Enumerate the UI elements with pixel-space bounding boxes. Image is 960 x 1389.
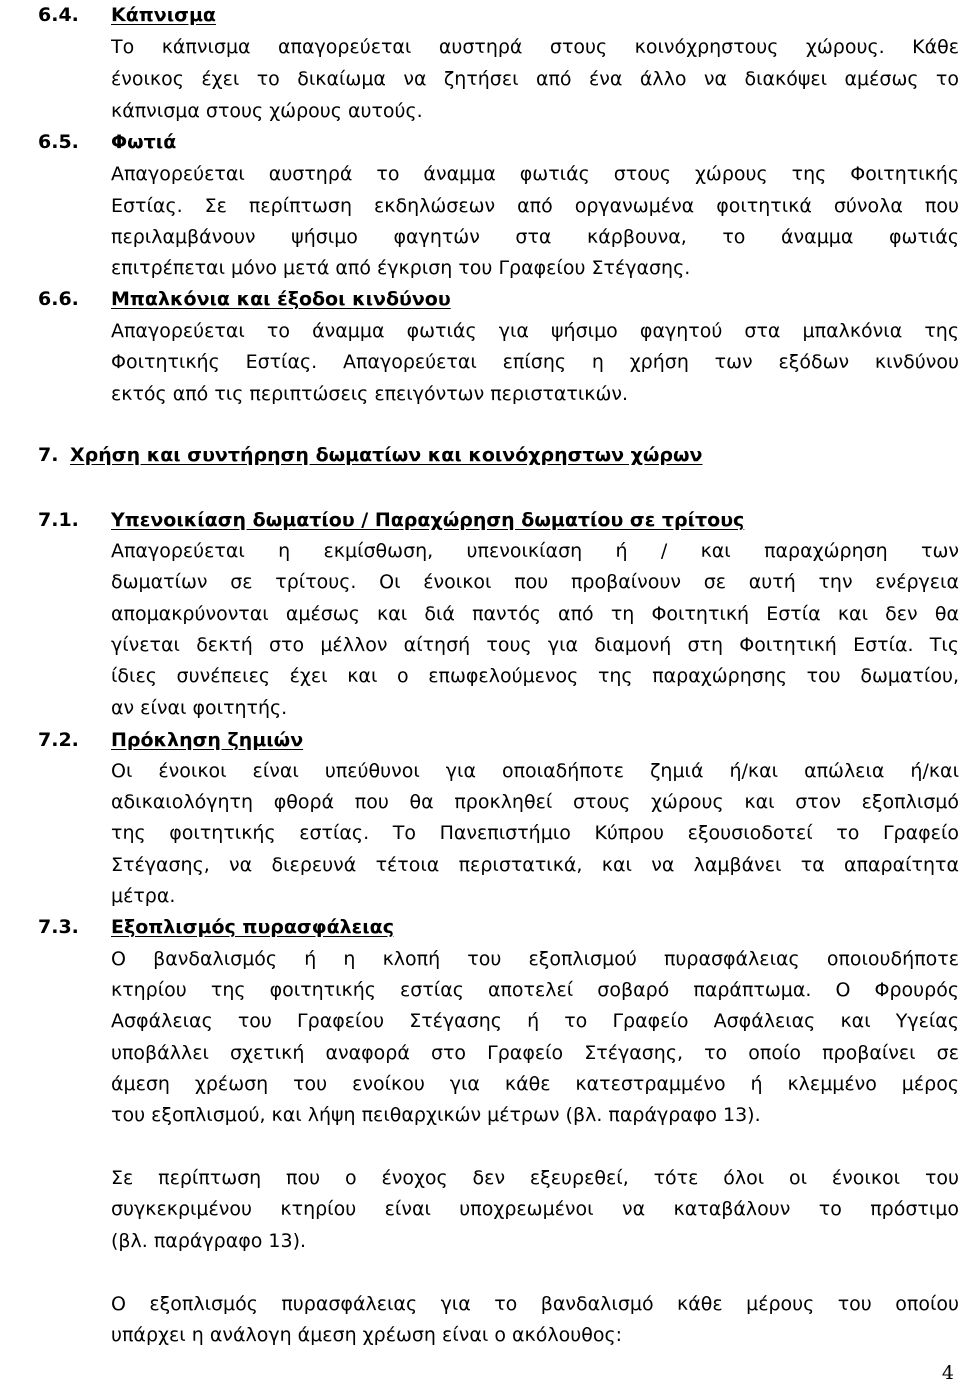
line-text: υποβάλλει σχετική αναφορά στο Γραφείο Στέγασης, το οποίο προβαίνει σε — [111, 1042, 959, 1064]
section-7-title — [38, 440, 703, 470]
line-text: Οι ένοικοι είναι υπεύθυνοι για οποιαδήποτε ζημιά ή/και απώλεια ή/και — [111, 760, 959, 782]
line-text: Το κάπνισμα απαγορεύεται αυστηρά στους κοινόχρηστους χώρους. Κάθε — [111, 36, 959, 58]
line-text: Απαγορεύεται αυστηρά το άναμμα φωτιάς στους χώρους της Φοιτητικής — [111, 163, 959, 185]
line-text: Ασφάλειας του Γραφείου Στέγασης ή το Γραφείο Ασφάλειας και Υγείας — [111, 1010, 959, 1032]
line-text: ένοικος έχει το δικαίωμα να ζητήσει από ένα άλλο να διακόψει αμέσως το — [111, 68, 959, 90]
line-text: υπάρχει η ανάλογη άμεση χρέωση είναι ο ακόλουθος: — [111, 1324, 622, 1346]
section-number: 6.5. — [38, 131, 79, 153]
line-text: εκτός από τις περιπτώσεις επειγόντων περιστατικών. — [111, 383, 629, 405]
section-number: 6.4. — [38, 4, 79, 26]
section-title: Μπαλκόνια και έξοδοι κινδύνου — [111, 288, 451, 310]
line-text: Στέγασης, να διερευνά τέτοια περιστατικά, και να λαμβάνει τα απαραίτητα — [111, 854, 959, 876]
line-text: Απαγορεύεται η εκμίσθωση, υπενοικίαση ή / και παραχώρηση των — [111, 540, 959, 562]
section-number: 7. — [38, 444, 59, 466]
section-title: Υπενοικίαση δωματίου / Παραχώρηση δωματίου σε τρίτους — [111, 509, 745, 531]
page-number: 4 — [941, 1362, 954, 1384]
line-text: μέτρα. — [111, 885, 176, 907]
section-7-title-text: Χρήση και συντήρηση δωματίων και κοινόχρηστων χώρων — [70, 444, 703, 466]
section-number: 6.6. — [38, 288, 79, 310]
line-text: επιτρέπεται μόνο μετά από έγκριση του Γραφείου Στέγασης. — [111, 257, 691, 279]
section-title: Φωτιά — [111, 131, 177, 153]
line-text: απομακρύνονται αμέσως και διά παντός από τη Φοιτητική Εστία και δεν θα — [111, 603, 959, 625]
section-title: Εξοπλισμός πυρασφάλειας — [111, 916, 394, 938]
line-text: δωματίων σε τρίτους. Οι ένοικοι που προβαίνουν σε αυτή την ενέργεια — [111, 571, 959, 593]
line-text: Σε περίπτωση που ο ένοχος δεν εξευρεθεί, τότε όλοι οι ένοικοι του — [111, 1167, 959, 1189]
line-text: άμεση χρέωση του ενοίκου για κάθε κατεστραμμένο ή κλεμμένο μέρος — [111, 1073, 959, 1095]
line-text: γίνεται δεκτή στο μέλλον αίτησή τους για διαμονή στη Φοιτητική Εστία. Τις — [111, 634, 959, 656]
section-number: 7.3. — [38, 916, 79, 938]
line-text: Εστίας. Σε περίπτωση εκδηλώσεων από οργανωμένα φοιτητικά σύνολα που — [111, 195, 959, 217]
line-text: κτηρίου της φοιτητικής εστίας αποτελεί σοβαρό παράπτωμα. Ο Φρουρός — [111, 979, 959, 1001]
line-text: αδικαιολόγητη φθορά που θα προκληθεί στους χώρους και στον εξοπλισμό — [111, 791, 959, 813]
line-text: κάπνισμα στους χώρους αυτούς. — [111, 100, 423, 122]
line-text: Ο εξοπλισμός πυρασφάλειας για το βανδαλισμό κάθε μέρους του οποίου — [111, 1293, 959, 1315]
line-text: Φοιτητικής Εστίας. Απαγορεύεται επίσης η χρήση των εξόδων κινδύνου — [111, 351, 959, 373]
line-text: του εξοπλισμού, και λήψη πειθαρχικών μέτρων (βλ. παράγραφο 13). — [111, 1104, 761, 1126]
section-title: Κάπνισμα — [111, 4, 216, 26]
line-text: αν είναι φοιτητής. — [111, 697, 288, 719]
line-text: Ο βανδαλισμός ή η κλοπή του εξοπλισμού πυρασφάλειας οποιουδήποτε — [111, 948, 959, 970]
section-title: Πρόκληση ζημιών — [111, 729, 304, 751]
section-number: 7.1. — [38, 509, 79, 531]
line-text: ίδιες συνέπειες έχει και ο επωφελούμενος της παραχώρησης του δωματίου, — [111, 665, 959, 687]
line-text: Απαγορεύεται το άναμμα φωτιάς για ψήσιμο φαγητού στα μπαλκόνια της — [111, 320, 959, 342]
line-text: (βλ. παράγραφο 13). — [111, 1230, 307, 1252]
line-text: της φοιτητικής εστίας. Το Πανεπιστήμιο Κύπρου εξουσιοδοτεί το Γραφείο — [111, 822, 959, 844]
line-text: περιλαμβάνουν ψήσιμο φαγητών στα κάρβουνα, το άναμμα φωτιάς — [111, 226, 959, 248]
section-number: 7.2. — [38, 729, 79, 751]
line-text: συγκεκριμένου κτηρίου είναι υποχρεωμένοι να καταβάλουν το πρόστιμο — [111, 1198, 959, 1220]
